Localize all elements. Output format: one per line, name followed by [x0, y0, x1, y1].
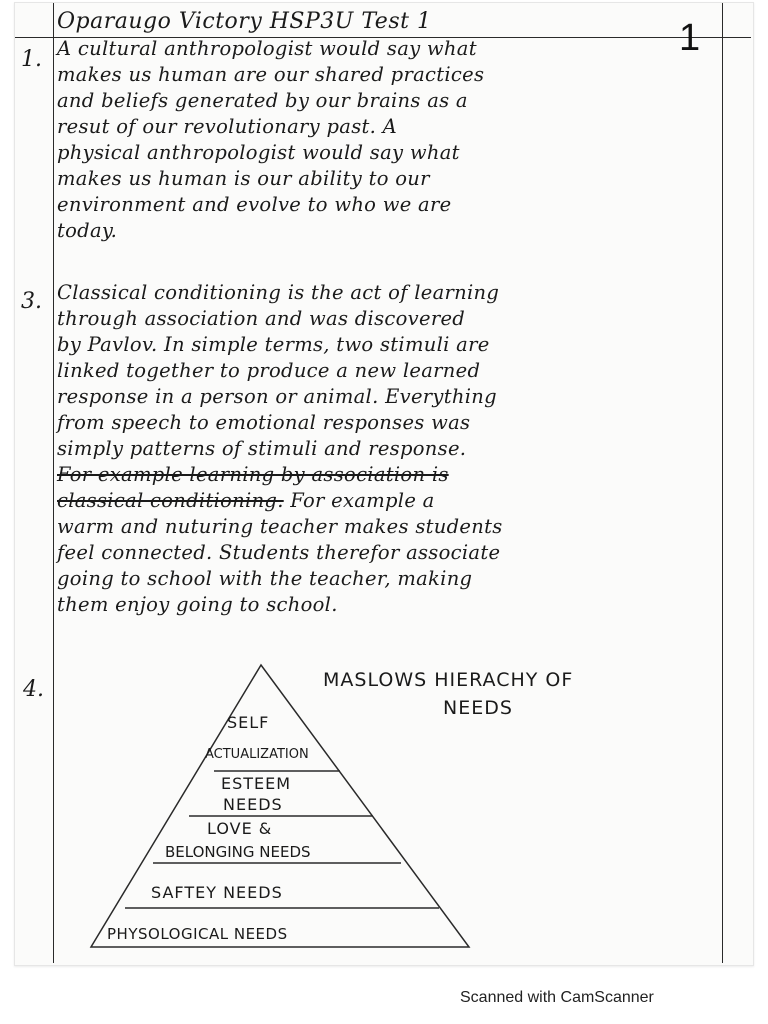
pyramid-level-self-line-1: SELF [227, 713, 270, 732]
answer-3-continuation: For example a [283, 489, 435, 512]
pyramid-level-love-line-1: LOVE & [207, 819, 273, 838]
pyramid-level-love-line-2: BELONGING NEEDS [165, 843, 311, 861]
pyramid-level-esteem-line-1: ESTEEM [221, 774, 292, 793]
test-sheet: Oparaugo Victory HSP3U Test 1 1 1. A cultural anthropologist would say what makes us human are our shared practices and beliefs generated by our brains as a resut of our revolutionary past. A physical anthropologist would say what makes us human is our ability to our environment and evolve to who we are today. 3. Classical conditioning is the act of learning through association and was discovered by Pavlov. In simple terms, two stimuli are linked together to produce a new learned response in a person or animal. Everything from speech to emotional responses was simply patterns of stimuli and response. For example learning by association is classical conditioning. For example a warm and nuturing teacher makes students feel connected. Students therefor associate going to school with the teacher, making them enjoy going to school. 4. MASLOWS HIERACHY OF NEEDS SELF ACTUALIZATION ESTEEM NEEDS LOVE & BELONGING NEEDS SAFTEY NEEDS PHYSOLOGICAL NEEDS [14, 2, 754, 966]
question-number-3: 3. [21, 289, 42, 314]
question-number-4: 4. [23, 677, 44, 702]
diagram-title-line-1: MASLOWS HIERACHY OF [323, 669, 574, 691]
diagram-title-line-2: NEEDS [443, 697, 513, 719]
question-number-1: 1. [21, 47, 42, 72]
pyramid-level-esteem-line-2: NEEDS [223, 795, 283, 814]
scanner-watermark: Scanned with CamScanner [460, 989, 654, 1006]
page-number: 1 [679, 17, 701, 59]
pyramid-level-safety: SAFTEY NEEDS [151, 883, 283, 902]
right-margin-line [722, 3, 723, 963]
pyramid-level-self-line-2: ACTUALIZATION [205, 747, 309, 762]
left-margin-line [53, 3, 54, 963]
page-title: Oparaugo Victory HSP3U Test 1 [57, 9, 432, 34]
pyramid-level-physiological: PHYSOLOGICAL NEEDS [107, 925, 288, 943]
struck-out-line: classical conditioning. [57, 489, 284, 512]
